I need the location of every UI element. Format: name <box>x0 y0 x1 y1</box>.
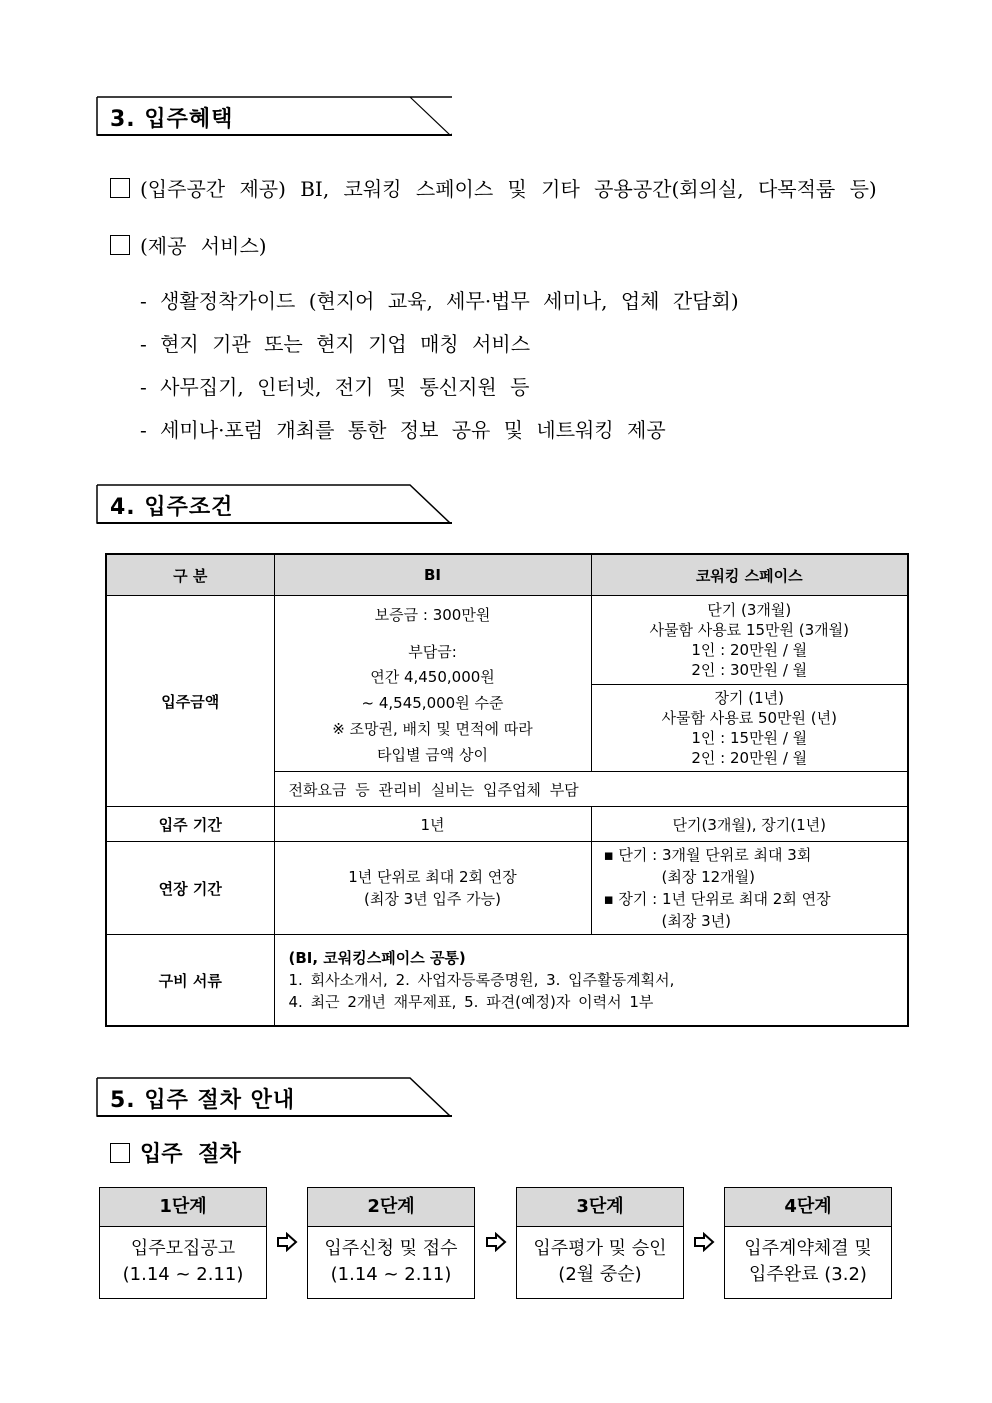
section3-header <box>96 96 452 136</box>
step-stage: 2단계 <box>308 1188 474 1227</box>
arrow-right-icon <box>276 1232 298 1256</box>
table-row <box>106 807 908 842</box>
row-label-extension: 연장 기간 <box>106 842 274 935</box>
table-row <box>106 842 908 935</box>
service-item: - 사무집기, 인터넷, 전기 및 통신지원 등 <box>140 375 530 399</box>
header-cowork: 코워킹 스페이스 <box>591 554 908 596</box>
header-category: 구 분 <box>106 554 274 596</box>
service-item: - 세미나·포럼 개최를 통한 정보 공유 및 네트워킹 제공 <box>140 418 666 442</box>
period-cowork: 단기(3개월), 장기(1년) <box>591 807 908 842</box>
process-step-3 <box>516 1187 684 1299</box>
checkbox-icon <box>110 178 130 198</box>
extension-cowork: ▪ 단기 : 3개월 단위로 최대 3회 (최장 12개월) ▪ 장기 : 1년 단위로 최대 2회 연장 (최장 3년) <box>591 842 908 935</box>
fee-cowork-long: 장기 (1년) 사물함 사용료 50만원 (년) 1인 : 15만원 / 월 2인 : 20만원 / 월 <box>591 685 908 772</box>
conditions-table <box>105 553 909 1027</box>
section4-header <box>96 484 452 524</box>
arrow-right-icon <box>485 1232 507 1256</box>
step-title: 입주신청 및 접수 <box>324 1238 458 1259</box>
benefit-item-space: (입주공간 제공) BI, 코워킹 스페이스 및 기타 공용공간(회의실, 다목적룸 등) <box>110 173 877 202</box>
section3-title: 3. 입주혜택 <box>110 107 234 132</box>
fee-cowork-short: 단기 (3개월) 사물함 사용료 15만원 (3개월) 1인 : 20만원 / 월 2인 : 30만원 / 월 <box>591 596 908 685</box>
process-step-1 <box>99 1187 267 1299</box>
docs-content: (BI, 코워킹스페이스 공통) 1. 회사소개서, 2. 사업자등록증명원, 3. 입주활동계획서, 4. 최근 2개년 재무제표, 5. 파견(예정)자 이력서 1부 <box>274 935 908 1027</box>
step-stage: 1단계 <box>100 1188 266 1227</box>
step-stage: 3단계 <box>517 1188 683 1227</box>
step-title: 입주모집공고 <box>130 1238 236 1259</box>
fee-bi: 보증금 : 300만원 부담금: 연간 4,450,000원 ~ 4,545,000원 수준 ※ 조망권, 배치 및 면적에 따라 타입별 금액 상이 <box>274 596 591 772</box>
step-title: 입주평가 및 승인 <box>533 1238 667 1259</box>
table-row <box>106 596 908 685</box>
step-date: (1.14 ~ 2.11) <box>330 1264 452 1285</box>
process-step-4 <box>724 1187 892 1299</box>
checkbox-icon <box>110 235 130 255</box>
checkbox-icon <box>110 1143 130 1163</box>
row-label-fee: 입주금액 <box>106 596 274 807</box>
row-label-docs: 구비 서류 <box>106 935 274 1027</box>
step-stage: 4단계 <box>725 1188 891 1227</box>
period-bi: 1년 <box>274 807 591 842</box>
step-date: (2월 중순) <box>558 1264 642 1285</box>
service-item: - 생활정착가이드 (현지어 교육, 세무·법무 세미나, 업체 간담회) <box>140 289 739 313</box>
step-title: 입주계약체결 및 <box>744 1238 872 1259</box>
procedure-subtitle: 입주 절차 <box>110 1137 241 1168</box>
table-header-row <box>106 554 908 596</box>
table-row <box>106 935 908 1027</box>
section4-title: 4. 입주조건 <box>110 495 234 520</box>
row-label-period: 입주 기간 <box>106 807 274 842</box>
step-date: 입주완료 (3.2) <box>749 1264 867 1285</box>
service-item: - 현지 기관 또는 현지 기업 매칭 서비스 <box>140 332 531 356</box>
benefit-item-services: (제공 서비스) <box>110 230 267 259</box>
fee-note: 전화요금 등 관리비 실비는 입주업체 부담 <box>274 772 908 807</box>
header-bi: BI <box>274 554 591 596</box>
step-date: (1.14 ~ 2.11) <box>122 1264 244 1285</box>
process-step-2 <box>307 1187 475 1299</box>
extension-bi: 1년 단위로 최대 2회 연장 (최장 3년 입주 가능) <box>274 842 591 935</box>
section5-title: 5. 입주 절차 안내 <box>110 1088 296 1113</box>
section5-header <box>96 1077 452 1117</box>
arrow-right-icon <box>693 1232 715 1256</box>
